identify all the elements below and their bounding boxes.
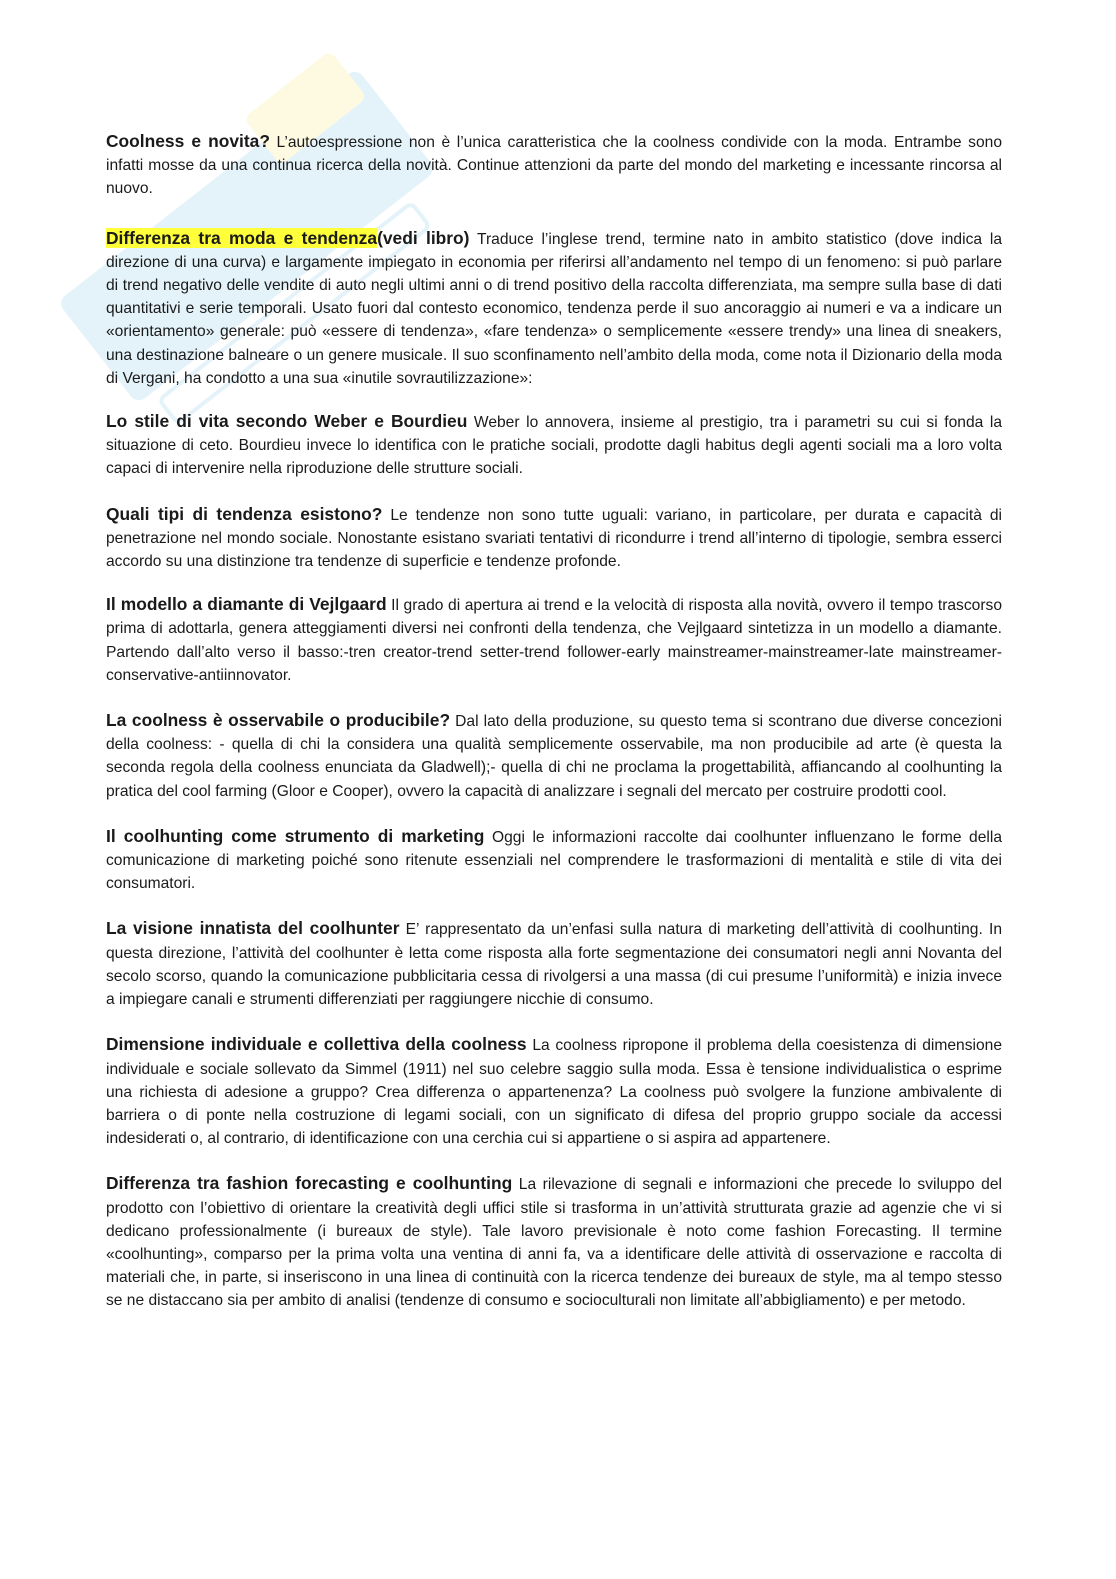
paragraph-dimensione-individuale bbox=[106, 1033, 1002, 1150]
body-tipi-tendenza: Le tendenze non sono tutte uguali: variano, in particolare, per durata e capacità di penetrazione nel mondo sociale. Nonostante esistano svariati tentativi di ricondurre i trend all’interno di tipologie, sembra esserci accordo su una distinzione tra tendenze di superficie e tendenze profonde. bbox=[106, 506, 1002, 571]
paragraph-coolness-novita bbox=[106, 130, 1002, 201]
heading-coolness-novita: Coolness e novita? bbox=[106, 131, 270, 151]
body-coolness-osservabile: Dal lato della produzione, su questo tema si scontrano due diverse concezioni della coolness: - quella di chi la considera una qualità semplicemente osservabile, ma non producibile ad arte (è questa la seconda regola della coolness enunciata da Gladwell);- quella di chi ne proclama la progettabilità, affiancando al coolhunting la pratica del cool farming (Gloor e Cooper), ovvero la capacità di analizzare i segnali del mercato per costruire prodotti cool. bbox=[106, 713, 1002, 800]
paragraph-fashion-forecasting bbox=[106, 1172, 1002, 1312]
heading-coolhunting-marketing: Il coolhunting come strumento di marketing bbox=[106, 825, 485, 846]
body-coolness-novita: L’autoespressione non è l’unica caratteristica che la coolness condivide con la moda. Entrambe sono infatti mosse da una continua ricerca della novità. Continue attenzioni da parte del mondo del marketing e incessante rincorsa al nuovo. bbox=[106, 134, 1002, 198]
heading-tipi-tendenza: Quali tipi di tendenza esistono? bbox=[106, 503, 383, 524]
body-weber-bourdieu: Weber lo annovera, insieme al prestigio, tra i parametri su cui si fonda la situazione di ceto. Bourdieu invece lo identifica con le pratiche sociali, prodotte dagli habitus degli agenti sociali ma a loro volta capaci di intervenire nella riproduzione delle strutture sociali. bbox=[106, 414, 1003, 478]
paragraph-visione-innatista bbox=[106, 917, 1002, 1011]
heading-fashion-forecasting: Differenza tra fashion forecasting e coolhunting bbox=[106, 1173, 513, 1194]
paragraph-coolhunting-marketing bbox=[106, 825, 1002, 896]
heading-modello-diamante: Il modello a diamante di Vejlgaard bbox=[106, 594, 387, 615]
paragraph-weber-bourdieu bbox=[106, 410, 1002, 481]
paragraph-modello-diamante bbox=[106, 593, 1002, 687]
body-visione-innatista: E’ rappresentato da un’enfasi sulla natura di marketing dell’attività di coolhunting. In questa direzione, l’attività del coolhunter è letta come risposta alla forte segmentazione dei consumatori negli anni Novanta del secolo scorso, quando la comunicazione pubblicitaria cessa di rivolgersi a una massa (di cui presume l’uniformità) e inizia invece a impiegare canali e strumenti differenziati per raggiungere nicchie di consumo. bbox=[106, 921, 1002, 1009]
paragraph-tipi-tendenza bbox=[106, 503, 1002, 574]
heading-visione-innatista: La visione innatista del coolhunter bbox=[106, 918, 400, 939]
body-modello-diamante: Il grado di apertura ai trend e la velocità di risposta alla novità, ovvero il tempo trascorso prima di adottarla, genera atteggiamenti diversi nei confronti della tendenza, che Vejlgaard sintetizza in un modello a diamante. Partendo dall’alto verso il basso:-tren creator-trend setter-trend follower-early mainstreamer-mainstreamer-late mainstreamer-conservative-antiinnovator. bbox=[106, 597, 1002, 684]
body-moda-tendenza: Traduce l’inglese trend, termine nato in ambito statistico (dove indica la direzione di una curva) e largamente impiegato in economia per riferirsi all’andamento nel tempo di un fenomeno: si può parlare di trend negativo delle vendite di auto negli ultimi anni o di trend positivo della raccolta differenziata, ma sempre sulla base di dati quantitativi e serie temporali. Usato fuori dal contesto economico, tendenza perde il suo ancoraggio ai numeri e va a indicare un «orientamento» generale: può «essere di tendenza», «fare tendenza» o semplicemente «essere trendy» una linea di sneakers, una destinazione balneare o un genere musicale. Il suo sconfinamento nell’ambito della moda, come nota il Dizionario della moda di Vergani, ha condotto a una sua «inutile sovrautilizzazione»: bbox=[106, 230, 1003, 387]
body-dimensione-individuale: La coolness ripropone il problema della coesistenza di dimensione individuale e sociale sollevato da Simmel (1911) nel suo celebre saggio sulla moda. Essa è tensione individualistica o esprime una richiesta di adesione a gruppo? Crea differenza o appartenenza? La coolness può svolgere la funzione ambivalente di barriera o di ponte nella costruzione di legami sociali, con un significato di difesa del proprio gruppo sociale da accessi indesiderati o, al contrario, di identificazione con una cerchia cui si appartiene o si aspira ad appartenere. bbox=[106, 1037, 1002, 1148]
heading-moda-tendenza-note: (vedi libro) bbox=[377, 227, 470, 248]
paragraph-moda-tendenza bbox=[106, 227, 1002, 390]
heading-moda-tendenza-highlighted: Differenza tra moda e tendenza bbox=[106, 227, 378, 248]
body-coolhunting-marketing: Oggi le informazioni raccolte dai coolhunter influenzano le forme della comunicazione di marketing poiché sono ritenute essenziali nel comprendere le trasformazioni di mentalità e stile di vita dei consumatori. bbox=[106, 828, 1002, 893]
heading-weber-bourdieu: Lo stile di vita secondo Weber e Bourdieu bbox=[106, 411, 468, 432]
heading-dimensione-individuale: Dimensione individuale e collettiva della coolness bbox=[106, 1034, 527, 1055]
document-page bbox=[106, 130, 1002, 1327]
paragraph-coolness-osservabile bbox=[106, 709, 1002, 803]
body-fashion-forecasting: La rilevazione di segnali e informazioni che precede lo sviluppo del prodotto con l’obiettivo di orientare la creatività degli uffici stile si trasforma in un’attività strutturata grazie ad agenzie che vi si dedicano professionalmente (i bureaux de style). Tale lavoro previsionale è noto come fashion Forecasting. Il termine «coolhunting», comparso per la prima volta una ventina di anni fa, va a identificare delle attività di osservazione e raccolta di materiali che, in parte, si inseriscono in una linea di continuità con la ricerca tendenze dei bureaux de style, ma al tempo stesso se ne distaccano sia per ambito di analisi (tendenze di consumo e socioculturali non limitate all’abbigliamento) e per metodo. bbox=[106, 1176, 1002, 1310]
heading-coolness-osservabile: La coolness è osservabile o producibile? bbox=[106, 710, 451, 731]
